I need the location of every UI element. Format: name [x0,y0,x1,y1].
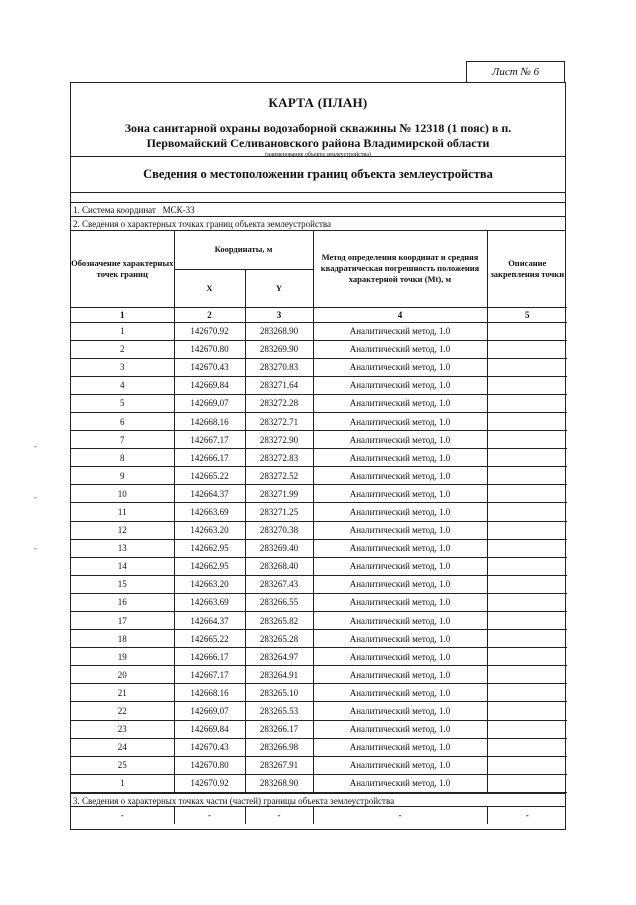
parts-table [71,807,567,824]
table-row [71,412,567,430]
method-cell: Аналитический метод, 1.0 [313,358,487,376]
coordinate-y: 283270.38 [245,521,313,539]
coordinate-y: 283265.28 [245,630,313,648]
method-cell: Аналитический метод, 1.0 [313,612,487,630]
method-cell: Аналитический метод, 1.0 [313,575,487,593]
table-row [71,431,567,449]
method-cell: Аналитический метод, 1.0 [313,467,487,485]
coordinate-y: 283267.43 [245,575,313,593]
column-number: 4 [313,307,487,322]
coordinate-x: 142666.17 [174,648,245,666]
table-row [71,340,567,358]
description-cell [487,539,567,557]
coordinate-x: 142670.80 [174,340,245,358]
method-cell: Аналитический метод, 1.0 [313,503,487,521]
coordinate-system-row [71,203,565,217]
point-number: 9 [71,467,174,485]
method-cell: Аналитический метод, 1.0 [313,756,487,774]
coordinate-x: 142670.92 [174,774,245,792]
coordinate-y: 283272.71 [245,412,313,430]
coordinate-x: 142665.22 [174,467,245,485]
coordinate-y: 283266.17 [245,720,313,738]
subtitle-line-2: Первомайский Селивановского района Владимирской области [146,136,490,150]
coordinate-y: 283269.90 [245,340,313,358]
point-number: 11 [71,503,174,521]
subtitle-caption: (наименование объекта землеустройства) [265,152,371,158]
table-row [71,684,567,702]
point-number: 2 [71,340,174,358]
description-cell [487,376,567,394]
coordinate-y: 283270.83 [245,358,313,376]
coordinate-system-value: МСК-33 [162,205,195,215]
point-number: 8 [71,449,174,467]
description-cell [487,720,567,738]
table-row [71,648,567,666]
coordinate-x: 142662.95 [174,539,245,557]
description-cell [487,412,567,430]
coordinate-x: 142669.84 [174,376,245,394]
coordinate-y: 283265.53 [245,702,313,720]
table-row [71,593,567,611]
coordinate-x: 142663.20 [174,575,245,593]
coordinate-x: 142670.80 [174,756,245,774]
parts-cell: - [174,807,245,824]
point-number: 25 [71,756,174,774]
margin-mark: - [34,543,37,553]
title-block [71,83,565,157]
point-number: 1 [71,322,174,340]
point-number: 5 [71,394,174,412]
point-number: 12 [71,521,174,539]
point-number: 19 [71,648,174,666]
method-cell: Аналитический метод, 1.0 [313,340,487,358]
point-number: 7 [71,431,174,449]
coordinate-x: 142666.17 [174,449,245,467]
header-point: Обозначение характерных точек границ [71,231,174,307]
table-row [71,575,567,593]
header-y: Y [245,269,313,307]
table-row [71,539,567,557]
table-row [71,557,567,575]
coordinate-x: 142667.17 [174,666,245,684]
table-row [71,503,567,521]
coordinate-x: 142664.37 [174,612,245,630]
table-row [71,666,567,684]
spacer-row [71,193,565,203]
point-number: 20 [71,666,174,684]
description-cell [487,702,567,720]
description-cell [487,666,567,684]
margin-mark: - [34,492,37,502]
point-number: 3 [71,358,174,376]
method-cell: Аналитический метод, 1.0 [313,738,487,756]
point-number: 16 [71,593,174,611]
coordinate-x: 142669.07 [174,702,245,720]
coordinate-y: 283268.40 [245,557,313,575]
description-cell [487,648,567,666]
coordinate-x: 142669.07 [174,394,245,412]
coordinate-y: 283268.90 [245,322,313,340]
description-cell [487,431,567,449]
point-number: 17 [71,612,174,630]
table-row [71,485,567,503]
coordinate-x: 142665.22 [174,630,245,648]
coordinate-y: 283264.91 [245,666,313,684]
method-cell: Аналитический метод, 1.0 [313,521,487,539]
method-cell: Аналитический метод, 1.0 [313,539,487,557]
column-number: 2 [174,307,245,322]
description-cell [487,593,567,611]
table-row [71,720,567,738]
description-cell [487,358,567,376]
point-number: 1 [71,774,174,792]
coordinate-y: 283265.10 [245,684,313,702]
parts-row [71,807,567,824]
table-row [71,612,567,630]
point-number: 21 [71,684,174,702]
description-cell [487,630,567,648]
description-cell [487,394,567,412]
coordinate-x: 142670.43 [174,738,245,756]
point-number: 24 [71,738,174,756]
method-cell: Аналитический метод, 1.0 [313,702,487,720]
header-method: Метод определения координат и средняя квадратическая погрешность положения характерной точки (Mt), м [313,231,487,307]
description-cell [487,756,567,774]
table-row [71,358,567,376]
coordinate-y: 283272.28 [245,394,313,412]
coordinate-x: 142663.69 [174,503,245,521]
document-title: КАРТА (ПЛАН) [268,95,368,110]
column-number: 5 [487,307,567,322]
point-number: 6 [71,412,174,430]
point-number: 23 [71,720,174,738]
description-cell [487,774,567,792]
method-cell: Аналитический метод, 1.0 [313,394,487,412]
method-cell: Аналитический метод, 1.0 [313,449,487,467]
sheet-number: Лист № 6 [466,61,565,83]
coordinate-y: 283272.90 [245,431,313,449]
coordinate-x: 142668.16 [174,412,245,430]
table-row [71,322,567,340]
parts-cell: - [245,807,313,824]
points-table-body [71,322,567,792]
coordinate-x: 142668.16 [174,684,245,702]
point-number: 22 [71,702,174,720]
parts-cell: - [120,810,124,821]
description-cell [487,340,567,358]
description-cell [487,467,567,485]
method-cell: Аналитический метод, 1.0 [313,412,487,430]
coordinate-y: 283265.82 [245,612,313,630]
coordinate-y: 283271.25 [245,503,313,521]
coordinate-x: 142670.92 [174,322,245,340]
table-row [71,449,567,467]
description-cell [487,503,567,521]
coordinate-x: 142664.37 [174,485,245,503]
method-cell: Аналитический метод, 1.0 [313,557,487,575]
coordinate-x: 142667.17 [174,431,245,449]
method-cell: Аналитический метод, 1.0 [313,720,487,738]
section-title: Сведения о местоположении границ объекта землеустройства [71,157,565,193]
method-cell: Аналитический метод, 1.0 [313,630,487,648]
point-number: 4 [71,376,174,394]
method-cell: Аналитический метод, 1.0 [313,593,487,611]
coordinate-y: 283271.99 [245,485,313,503]
point-number: 15 [71,575,174,593]
column-number: 3 [245,307,313,322]
coordinate-y: 283266.98 [245,738,313,756]
coordinate-y: 283267.91 [245,756,313,774]
description-cell [487,322,567,340]
column-number: 1 [71,307,174,322]
description-cell [487,738,567,756]
coordinate-x: 142662.95 [174,557,245,575]
coordinate-y: 283266.55 [245,593,313,611]
header-description: Описание закрепления точки [487,231,567,307]
description-cell [487,575,567,593]
table-row [71,756,567,774]
description-cell [487,557,567,575]
document-frame [70,82,566,830]
method-cell: Аналитический метод, 1.0 [313,774,487,792]
method-cell: Аналитический метод, 1.0 [313,485,487,503]
coordinate-y: 283269.40 [245,539,313,557]
margin-mark: - [34,441,37,451]
table-row [71,521,567,539]
parts-heading: 3. Сведения о характерных точках части (частей) границы объекта землеустройства [71,793,565,807]
point-number: 18 [71,630,174,648]
table-row [71,738,567,756]
coordinate-x: 142663.20 [174,521,245,539]
parts-cell: - [313,807,487,824]
point-number: 14 [71,557,174,575]
parts-cell: - [487,807,567,824]
coordinate-y: 283272.52 [245,467,313,485]
subtitle-line-1: Зона санитарной охраны водозаборной скважины № 12318 (1 пояс) в п. [124,121,512,135]
points-heading: 2. Сведения о характерных точках границ объекта землеустройства [71,217,565,231]
document-subtitle [71,121,565,151]
points-table [71,231,567,793]
method-cell: Аналитический метод, 1.0 [313,376,487,394]
method-cell: Аналитический метод, 1.0 [313,666,487,684]
coordinate-y: 283268.90 [245,774,313,792]
table-row [71,376,567,394]
point-number: 10 [71,485,174,503]
coordinate-y: 283271.64 [245,376,313,394]
coordinate-x: 142663.69 [174,593,245,611]
header-coordinates: Координаты, м [174,231,313,269]
description-cell [487,449,567,467]
method-cell: Аналитический метод, 1.0 [313,684,487,702]
table-row [71,630,567,648]
table-row [71,467,567,485]
point-number: 13 [71,539,174,557]
table-row [71,774,567,792]
method-cell: Аналитический метод, 1.0 [313,648,487,666]
description-cell [487,521,567,539]
description-cell [487,485,567,503]
table-row [71,702,567,720]
coordinate-y: 283272.83 [245,449,313,467]
coordinate-system-label: 1. Система координат [73,205,156,215]
description-cell [487,612,567,630]
method-cell: Аналитический метод, 1.0 [313,431,487,449]
coordinate-x: 142669.84 [174,720,245,738]
coordinate-x: 142670.43 [174,358,245,376]
table-row [71,394,567,412]
header-x: X [174,269,245,307]
method-cell: Аналитический метод, 1.0 [313,322,487,340]
description-cell [487,684,567,702]
coordinate-y: 283264.97 [245,648,313,666]
